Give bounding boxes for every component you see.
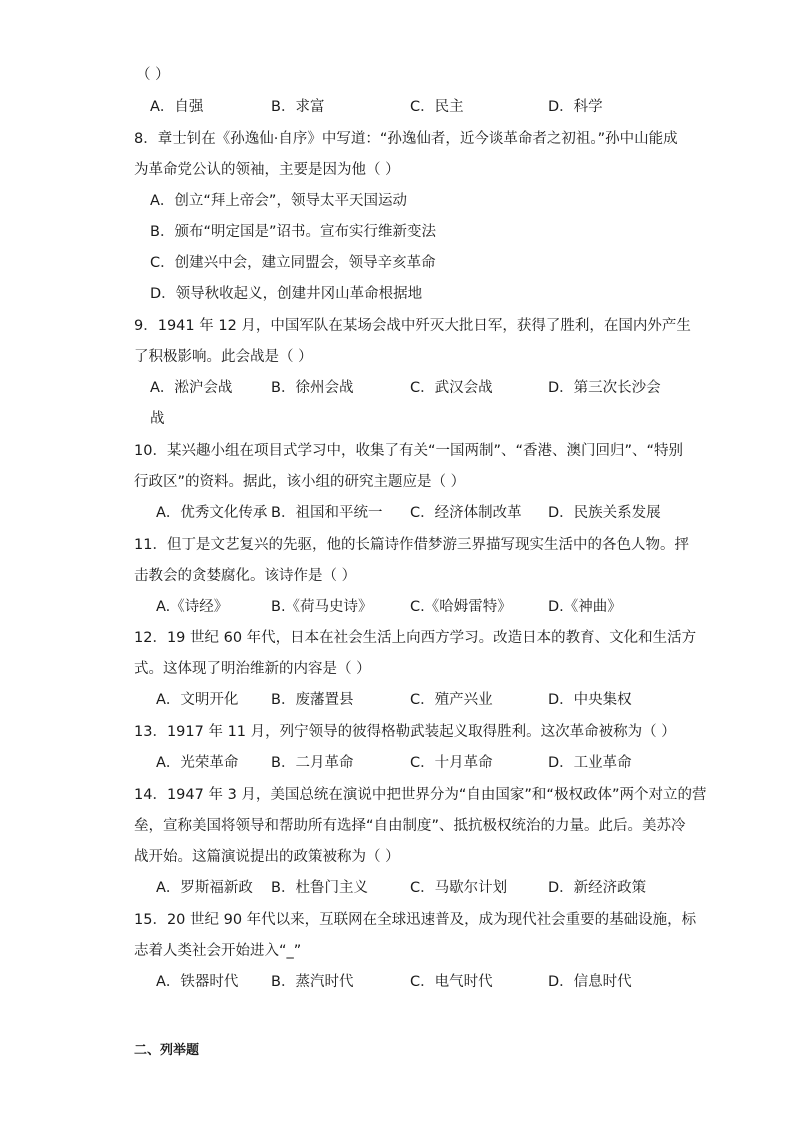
- q14-option-c: C．马歇尔计划: [410, 880, 508, 896]
- q9-stem-line-2: 了积极影响。此会战是（ ）: [134, 349, 313, 365]
- q9-option-a: A．淞沪会战: [150, 380, 233, 396]
- q15-option-a: A．铁器时代: [156, 974, 239, 990]
- q13-options: [0, 753, 794, 773]
- section-title: 二、列举题: [134, 1043, 200, 1058]
- q9-option-d-wrap: 战: [150, 411, 165, 427]
- q9-option-b: B．徐州会战: [271, 380, 354, 396]
- q13-stem-line-1: 13．1917 年 11 月，列宁领导的彼得格勒武装起义取得胜利。这次革命被称为（ ）: [134, 724, 676, 740]
- q10-stem-line-1: 10．某兴趣小组在项目式学习中，收集了有关“一国两制”、“香港、澳门回归”、“特别: [134, 443, 684, 459]
- q10-option-a: A．优秀文化传承: [156, 505, 268, 521]
- q12-stem-line-1: 12．19 世纪 60 年代，日本在社会生活上向西方学习。改造日本的教育、文化和生活方: [134, 630, 697, 646]
- q12-stem-line-2: 式。这体现了明治维新的内容是（ ）: [134, 661, 371, 677]
- q14-stem-line-2: 垒，宣称美国将领导和帮助所有选择“自由制度”、抵抗极权统治的力量。此后。美苏冷: [134, 818, 686, 834]
- q12-option-d: D．中央集权: [548, 692, 632, 708]
- q15-option-d: D．信息时代: [548, 974, 632, 990]
- q12-options: [0, 690, 794, 710]
- q11-option-a: A.《诗经》: [156, 599, 229, 615]
- q10-stem-line-2: 行政区”的资料。据此，该小组的研究主题应是（ ）: [134, 474, 466, 490]
- q13-option-b: B．二月革命: [271, 755, 354, 771]
- q9-options: [0, 378, 794, 398]
- q10-option-c: C．经济体制改革: [410, 505, 522, 521]
- q11-option-b: B.《荷马史诗》: [271, 599, 373, 615]
- q14-option-d: D．新经济政策: [548, 880, 647, 896]
- q13-option-c: C．十月革命: [410, 755, 493, 771]
- q12-option-c: C．殖产兴业: [410, 692, 493, 708]
- q7-paren: （ ）: [136, 67, 170, 83]
- q15-options: [0, 972, 794, 992]
- q14-options: [0, 878, 794, 898]
- q11-option-c: C.《哈姆雷特》: [410, 599, 512, 615]
- q9-option-c: C．武汉会战: [410, 380, 493, 396]
- q7-option-d: D．科学: [548, 99, 603, 115]
- q11-stem-line-1: 11．但丁是文艺复兴的先驱，他的长篇诗作借梦游三界描写现实生活中的各色人物。抨: [134, 537, 689, 553]
- q15-stem-line-1: 15．20 世纪 90 年代以来，互联网在全球迅速普及，成为现代社会重要的基础设施，标: [134, 912, 697, 928]
- q8-option-d: D．领导秋收起义，创建井冈山革命根据地: [150, 286, 423, 302]
- q7-option-a: A．自强: [150, 99, 204, 115]
- q10-options: [0, 503, 794, 523]
- q14-stem-line-3: 战开始。这篇演说提出的政策被称为（ ）: [134, 849, 400, 865]
- q8-stem-line-1: 8．章士钊在《孙逸仙·自序》中写道：“孙逸仙者，近今谈革命者之初祖。”孙中山能成: [134, 131, 678, 147]
- q9-stem-line-1: 9．1941 年 12 月，中国军队在某场会战中歼灭大批日军，获得了胜利，在国内外产生: [134, 318, 691, 334]
- q8-option-a: A．创立“拜上帝会”，领导太平天国运动: [150, 193, 407, 209]
- q12-option-a: A．文明开化: [156, 692, 239, 708]
- q8-option-c: C．创建兴中会，建立同盟会，领导辛亥革命: [150, 255, 436, 271]
- q15-option-c: C．电气时代: [410, 974, 493, 990]
- q9-option-d: D．第三次长沙会: [548, 380, 661, 396]
- q15-stem-line-2: 志着人类社会开始进入“_”: [134, 943, 302, 959]
- q13-option-d: D．工业革命: [548, 755, 632, 771]
- q11-options: [0, 597, 794, 617]
- q8-stem-line-2: 为革命党公认的领袖，主要是因为他（ ）: [134, 162, 400, 178]
- q11-stem-line-2: 击教会的贪婪腐化。该诗作是（ ）: [134, 568, 357, 584]
- q15-option-b: B．蒸汽时代: [271, 974, 354, 990]
- q14-option-b: B．杜鲁门主义: [271, 880, 368, 896]
- q13-option-a: A．光荣革命: [156, 755, 239, 771]
- q14-stem-line-1: 14．1947 年 3 月，美国总统在演说中把世界分为“自由国家”和“极权政体”两个对立的营: [134, 787, 707, 803]
- q8-option-b: B．颁布“明定国是”诏书。宣布实行维新变法: [150, 224, 436, 240]
- q11-option-d: D.《神曲》: [548, 599, 622, 615]
- q7-options: [0, 97, 794, 117]
- q7-option-b: B．求富: [271, 99, 325, 115]
- q10-option-b: B．祖国和平统一: [271, 505, 383, 521]
- q7-option-c: C．民主: [410, 99, 464, 115]
- q10-option-d: D．民族关系发展: [548, 505, 661, 521]
- q12-option-b: B．废藩置县: [271, 692, 354, 708]
- q14-option-a: A．罗斯福新政: [156, 880, 253, 896]
